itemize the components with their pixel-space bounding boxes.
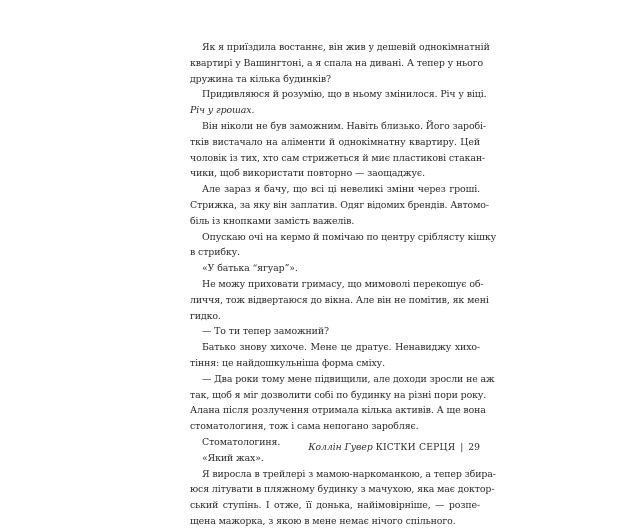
- text-line: так, щоб я міг дозволити собі по будинку на різні пори року.: [190, 389, 487, 401]
- text-line: Стрижка, за яку він заплатив. Одяг відомих брендів. Автомо-: [190, 199, 489, 211]
- text-line: Батько знову хихоче. Мене це дратує. Ненавиджу хихо-: [202, 342, 480, 354]
- text-line: Річ у грошах.: [190, 105, 255, 117]
- page-footer: [190, 441, 480, 455]
- text-line: Стоматологиня.: [202, 436, 281, 448]
- text-line: тіння: це найдошкульніша форма сміху.: [190, 357, 385, 369]
- text-line: юся літувати в пляжному будинку з мачухою, яка має доктор-: [190, 484, 495, 496]
- text-line: Як я приїздила востаннє, він жив у дешевій однокімнатній: [202, 42, 490, 53]
- text-line: Він ніколи не був заможним. Навіть близько. Його заробі-: [202, 120, 487, 132]
- footer-book-title: КІСТКИ СЕРЦЯ: [375, 442, 456, 453]
- text-line: дружина та кілька будинків?: [190, 73, 331, 85]
- text-line: Але зараз я бачу, що всі ці невеликі зміни через гроші.: [202, 184, 480, 196]
- text-line: ський ступінь. І отже, її донька, найімовірніше, — розпе-: [190, 500, 480, 512]
- text-line: чики, щоб використати повторно — заощаджує.: [190, 168, 425, 180]
- text-line: личчя, тож відвертаюся до вікна. Але він не помітив, як мені: [190, 294, 489, 306]
- text-line: — Два роки тому мене підвищили, але доходи зросли не аж: [202, 373, 495, 385]
- text-line: Не можу приховати гримасу, що мимоволі перекошує об-: [202, 278, 484, 290]
- text-line: «Який жах».: [202, 452, 264, 464]
- page-number: 29: [468, 442, 480, 453]
- page-body-text: [190, 40, 497, 530]
- text-line: Придивляюся й розумію, що в ньому змінилося. Річ у віці.: [202, 89, 487, 101]
- text-line: квартирі у Вашингтоні, а я спала на дивані. А тепер у нього: [190, 57, 484, 69]
- text-line: гидко.: [190, 310, 221, 322]
- text-line: Опускаю очі на кермо й помічаю по центру сріблясту кішку: [202, 231, 497, 243]
- text-line: щена мажорка, з якою в мене немає нічого спільного.: [190, 515, 456, 527]
- text-line: біль із кнопками замість важелів.: [190, 215, 355, 227]
- text-line: — То ти тепер заможний?: [202, 326, 329, 338]
- text-line: Алана після розлучення отримала кілька активів. А ще вона: [190, 405, 486, 417]
- footer-separator: |: [460, 442, 464, 453]
- text-line: в стрибку.: [190, 247, 240, 259]
- footer-author: Коллін Гувер: [308, 442, 373, 453]
- text-line: стоматологиня, тож і сама непогано заробляє.: [190, 421, 419, 433]
- text-line: тків вистачало на аліменти й однокімнатну квартиру. Цей: [190, 136, 480, 148]
- text-line: Я виросла в трейлері з мамою-наркоманкою, а тепер збира-: [202, 468, 496, 480]
- text-line: «У батька “ягуар”».: [202, 263, 298, 275]
- text-line: чоловік із тих, хто сам стрижеться й миє пластикові стакан-: [190, 152, 486, 164]
